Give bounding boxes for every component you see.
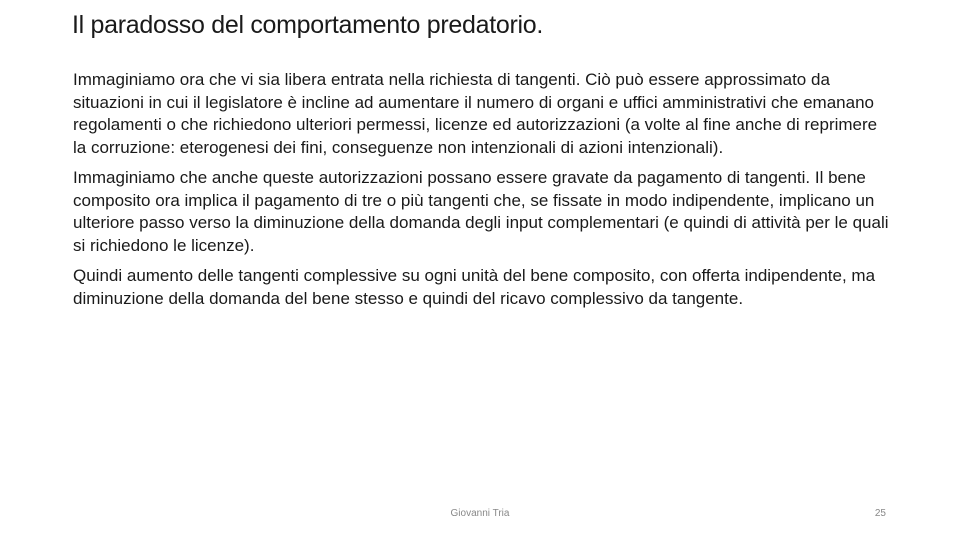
footer-author: Giovanni Tria: [450, 508, 510, 519]
paragraph-2: Immaginiamo che anche queste autorizzazioni possano essere gravate da pagamento di tangenti. Il bene composito ora implica il pagamento di tre o più tangenti che, se fissate in modo indipendente, implicano un ulteriore passo verso la diminuzione della domanda degli input complementari (e quindi di attività per le quali si richiedono le licenze).: [73, 168, 889, 255]
slide-title: Il paradosso del comportamento predatorio.: [72, 11, 544, 39]
page-number: 25: [874, 508, 886, 519]
paragraph-3: Quindi aumento delle tangenti complessive su ogni unità del bene composito, con offerta indipendente, ma diminuzione della domanda del bene stesso e quindi del ricavo complessivo da tangente.: [73, 266, 876, 308]
slide-body: [73, 69, 893, 318]
paragraph-1: Immaginiamo ora che vi sia libera entrata nella richiesta di tangenti. Ciò può essere approssimato da situazioni in cui il legislatore è incline ad aumentare il numero di organi e uffici amministrativi che emanano regolamenti o che richiedono ulteriori permessi, licenze ed autorizzazioni (a volte al fine anche di reprimere la corruzione: eterogenesi dei fini, conseguenze non intenzionali di azioni intenzionali).: [73, 70, 878, 157]
